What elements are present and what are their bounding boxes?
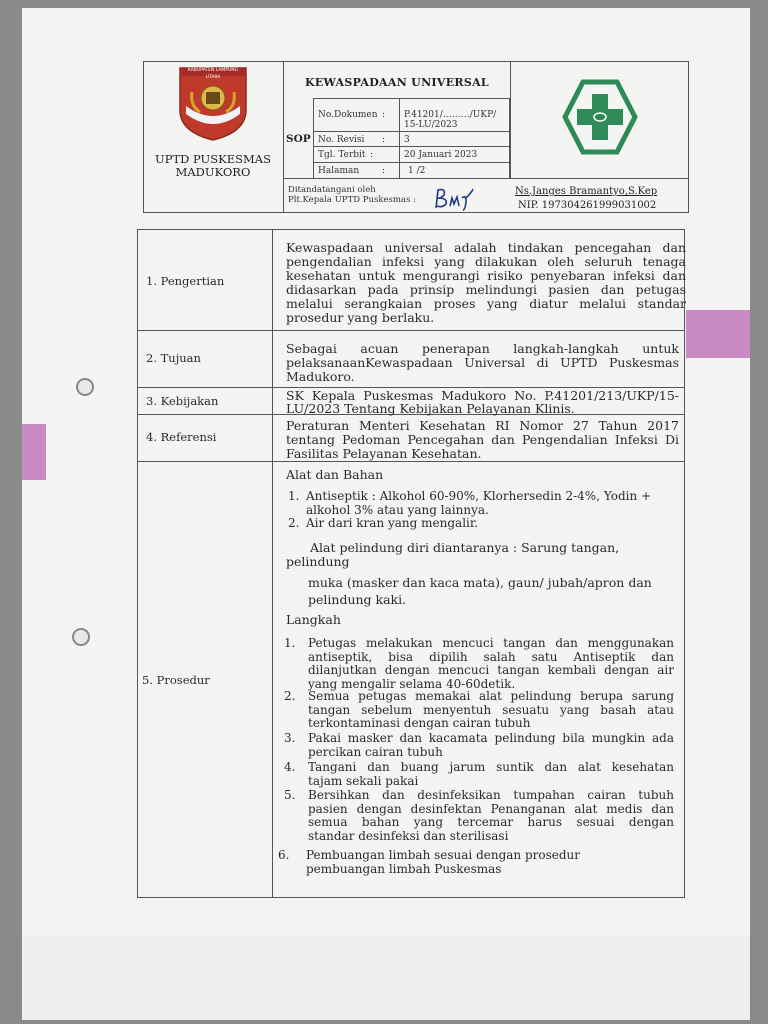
step-line: pasien dengan desinfektan Penanganan alat medis dan [308,801,674,816]
step-num: 6. [278,848,290,862]
step-line: tajam sekali pakai [308,773,419,788]
pengertian-line: Kewaspadaan universal adalah tindakan pencegahan dan [286,240,686,255]
doc-no-label: No.Dokumen [318,110,378,120]
alat-heading: Alat dan Bahan [286,467,384,482]
tujuan-line: Sebagai acuan penerapan langkah-langkah untuk [286,341,679,356]
doc-row-line-3 [313,162,510,163]
signed-by-line1: Ditandatangani oleh [288,185,376,195]
step-line: dilanjutkan dengan mencuci tangan kembali dengan air [308,663,674,677]
apd-line: Alat pelindung diri diantaranya : Sarung tangan, [310,540,620,555]
step-line: terkontaminasi dengan cairan tubuh [308,716,531,730]
step-line: semua bahan yang tercemar harus sesuai dengan [308,815,674,829]
step-line: Semua petugas memakai alat pelindung berupa sarung [308,689,674,703]
signature [432,186,482,212]
pengertian-text [286,241,686,325]
step-line: tangan sebelum menyentuh sesuatu yang basah atau [308,702,674,717]
doc-row-line-2 [313,146,510,147]
referensi-text [286,419,679,461]
signatory-nip: NIP. 197304261999031002 [518,200,657,211]
doc-row-line-1 [313,131,510,132]
alat-item-line: Antiseptik : Alkohol 60-90%, Klorhersedin 2-4%, Yodin + [306,489,652,503]
page-sep: : [382,166,386,176]
pengertian-line: pengendalian infeksi yang dilakukan oleh seluruh tenaga [286,254,686,269]
revision-value: 3 [404,135,410,145]
apd-line: pelindung [286,554,350,569]
label-prosedur: 5. Prosedur [142,673,210,687]
kebijakan-line: LU/2023 Tentang Kebijakan Pelayanan Klinis. [286,400,575,416]
label-pengertian: 1. Pengertian [146,274,225,288]
doc-no-sep: : [382,110,386,120]
apd-line: pelindung kaki. [308,592,407,607]
document-title: KEWASPADAAN UNIVERSAL [305,76,489,89]
referensi-line: Fasilitas Pelayanan Kesehatan. [286,446,482,461]
tujuan-line: pelaksanaanKewaspadaan Universal di UPTD Puskesmas [286,355,679,370]
row-divider-1 [137,330,685,331]
header-divider-right [510,61,511,179]
issued-label: Tgl. Terbit [318,150,366,160]
step-num: 4. [284,760,296,774]
referensi-line: Peraturan Menteri Kesehatan RI Nomor 27 Tahun 2017 [286,418,679,433]
row-divider-4 [137,461,685,462]
pengertian-line: kesehatan untuk mengurangi risiko penyebaran infeksi dan [286,268,686,283]
page-value: 1 /2 [408,166,426,176]
alat-item-num: 1. [288,489,300,503]
kebijakan-line: SK Kepala Puskesmas Madukoro No. P.41201/213/UKP/15- [286,388,679,403]
revision-label: No. Revisi [318,135,365,145]
kebijakan-text [286,390,679,415]
label-tujuan: 2. Tujuan [146,351,201,365]
signatory-name: Ns.Janges Bramantyo,S.Kep [515,186,658,197]
org-name [143,153,283,179]
puskesmas-logo [561,78,639,156]
alat-item-line: Air dari kran yang mengalir. [306,516,479,530]
signed-by-line2: Plt.Kepala UPTD Puskesmas : [288,195,416,205]
step-num: 5. [284,788,296,802]
punch-hole-top [76,378,94,396]
referensi-line: tentang Pedoman Pencegahan dan Pengendalian Infeksi Di [286,432,679,447]
step-line: Pembuangan limbah sesuai dengan prosedur [306,848,581,862]
label-referensi: 4. Referensi [146,430,217,444]
step-line: Pakai masker dan kacamata pelindung bila mungkin ada [308,731,674,745]
org-line1: UPTD PUSKESMAS [155,152,271,166]
pengertian-line: didasarkan pada prinsip melindungi pasien dan petugas [286,282,686,297]
org-line2: MADUKORO [175,165,251,179]
step-line: yang mengalir selama 40-60detik. [308,676,516,691]
step-line: percikan cairan tubuh [308,744,443,759]
tujuan-text [286,342,679,384]
punch-hole-bottom [72,628,90,646]
issued-sep: : [370,150,374,160]
doc-no-value: P.41201/………/UKP/ 15-LU/2023 [404,110,497,130]
label-kebijakan: 3. Kebijakan [146,394,219,408]
alat-item-num: 2. [288,516,300,530]
logo-caption: KABUPATEN LAMPUNG UTARA [187,68,239,80]
langkah-heading: Langkah [286,612,341,627]
doc-info-divider [399,98,400,179]
apd-line: muka (masker dan kaca mata), gaun/ jubah/apron dan [308,575,652,590]
binder-tab-left [22,424,46,480]
page-label: Halaman [318,166,360,176]
step-num: 1. [284,636,296,650]
page-fold [22,935,750,1020]
tujuan-line: Madukoro. [286,369,355,384]
revision-sep: : [382,135,386,145]
issued-value: 20 Januari 2023 [404,150,478,160]
step-num: 3. [284,731,296,745]
binder-tab-right [686,310,750,358]
step-line: pembuangan limbah Puskesmas [306,861,502,876]
step-line: Tangani dan buang jarum suntik dan alat kesehatan [308,760,674,774]
pengertian-line: melalui serangkaian proses yang diatur melalui standar [286,296,686,311]
step-line: Petugas melakukan mencuci tangan dan menggunakan [308,636,674,650]
alat-item-line: alkohol 3% atau yang lainnya. [306,502,489,517]
pengertian-line: prosedur yang berlaku. [286,310,435,325]
step-line: standar desinfeksi dan sterilisasi [308,828,509,843]
step-num: 2. [284,689,296,703]
step-line: Bersihkan dan desinfeksikan tumpahan cairan tubuh [308,788,674,802]
sop-label: SOP [286,133,311,145]
step-line: antiseptik, bisa dipilih salah satu Antiseptik dan [308,649,674,664]
